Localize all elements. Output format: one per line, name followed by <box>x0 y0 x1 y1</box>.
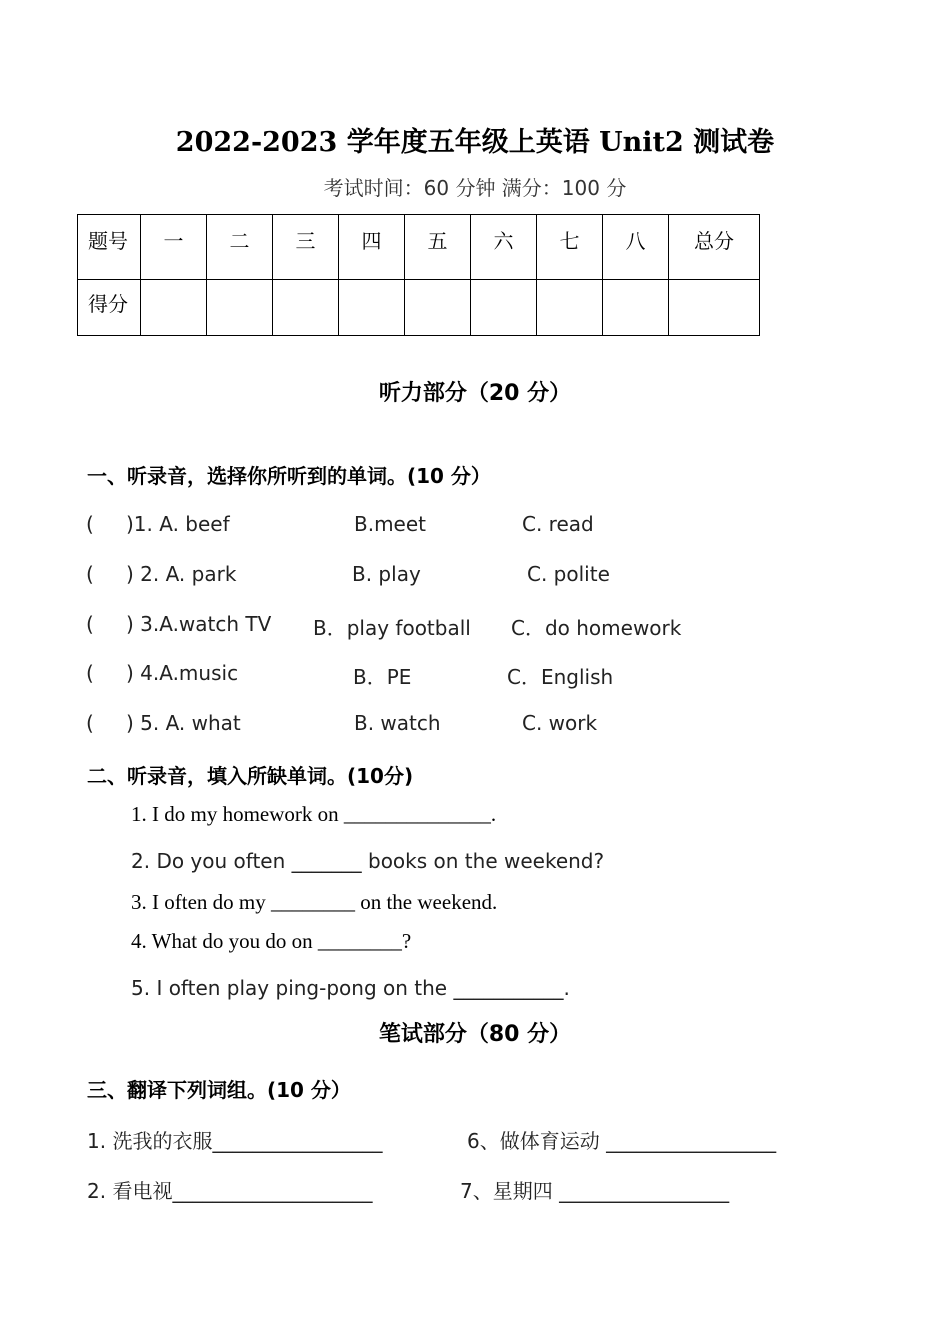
choice-a: ) 2. A. park <box>126 562 237 586</box>
score-table-header-cell: 题号 <box>78 215 141 280</box>
question-3-title: 三、翻译下列词组。(10 分） <box>87 1078 351 1102</box>
exam-info: 考试时间：60 分钟 满分：100 分 <box>323 176 627 200</box>
translate-item-2: 2. 看电视____________________ <box>87 1179 373 1203</box>
answer-paren: ( <box>86 512 94 536</box>
choice-c: C. work <box>522 711 598 735</box>
fill-item-5: 5. I often play ping-pong on the ___________. <box>131 976 570 1000</box>
translate-item-1: 1. 洗我的衣服_________________ <box>87 1129 383 1153</box>
choice-a: ) 5. A. what <box>126 711 241 735</box>
answer-paren: ( <box>86 711 94 735</box>
score-table-header-row <box>78 215 760 280</box>
choice-c: C．English <box>507 665 614 689</box>
choice-b: B. play <box>352 562 421 586</box>
question-1-title: 一、听录音，选择你所听到的单词。(10 分） <box>87 464 491 488</box>
score-table-header-cell: 八 <box>603 215 669 280</box>
page-title: 2022-2023 学年度五年级上英语 Unit2 测试卷 <box>175 127 775 158</box>
choice-b: B.meet <box>354 512 427 536</box>
choice-b: B．PE <box>353 665 412 689</box>
choice-b: B．play football <box>313 616 471 640</box>
score-table-header-cell: 七 <box>537 215 603 280</box>
score-table-header-cell: 一 <box>141 215 207 280</box>
score-table-header-cell: 总分 <box>669 215 760 280</box>
listening-section-header: 听力部分（20 分） <box>378 381 572 406</box>
score-cell[interactable] <box>471 280 537 336</box>
score-cell[interactable] <box>537 280 603 336</box>
score-cell[interactable] <box>603 280 669 336</box>
choice-c: C. read <box>522 512 594 536</box>
score-cell[interactable] <box>669 280 760 336</box>
choice-b: B. watch <box>354 711 441 735</box>
score-table <box>77 214 760 336</box>
answer-paren: ( <box>86 661 94 685</box>
score-cell[interactable] <box>141 280 207 336</box>
score-cell[interactable] <box>405 280 471 336</box>
score-table-header-cell: 五 <box>405 215 471 280</box>
translate-item-6: 6、做体育运动 _________________ <box>467 1129 777 1153</box>
score-cell[interactable] <box>273 280 339 336</box>
answer-paren: ( <box>86 562 94 586</box>
score-table-score-row <box>78 280 760 336</box>
choice-c: C．do homework <box>511 616 682 640</box>
choice-a: ) 3.A.watch TV <box>126 612 272 636</box>
fill-item-4: 4. What do you do on ________? <box>131 929 412 953</box>
writing-section-header: 笔试部分（80 分） <box>378 1022 572 1047</box>
choice-a: )1. A. beef <box>126 512 230 536</box>
choice-c: C. polite <box>527 562 610 586</box>
fill-item-3: 3. I often do my ________ on the weekend. <box>131 890 498 914</box>
score-cell[interactable] <box>207 280 273 336</box>
choice-a: ) 4.A.music <box>126 661 239 685</box>
score-table-header-cell: 四 <box>339 215 405 280</box>
score-table-header-cell: 二 <box>207 215 273 280</box>
translate-item-7: 7、星期四 _________________ <box>460 1179 730 1203</box>
answer-paren: ( <box>86 612 94 636</box>
question-2-title: 二、听录音，填入所缺单词。(10分) <box>87 764 414 788</box>
score-row-label: 得分 <box>78 280 141 336</box>
fill-item-1: 1. I do my homework on ______________. <box>131 802 497 826</box>
score-cell[interactable] <box>339 280 405 336</box>
score-table-header-cell: 六 <box>471 215 537 280</box>
fill-item-2: 2. Do you often _______ books on the weekend? <box>131 849 605 873</box>
score-table-header-cell: 三 <box>273 215 339 280</box>
